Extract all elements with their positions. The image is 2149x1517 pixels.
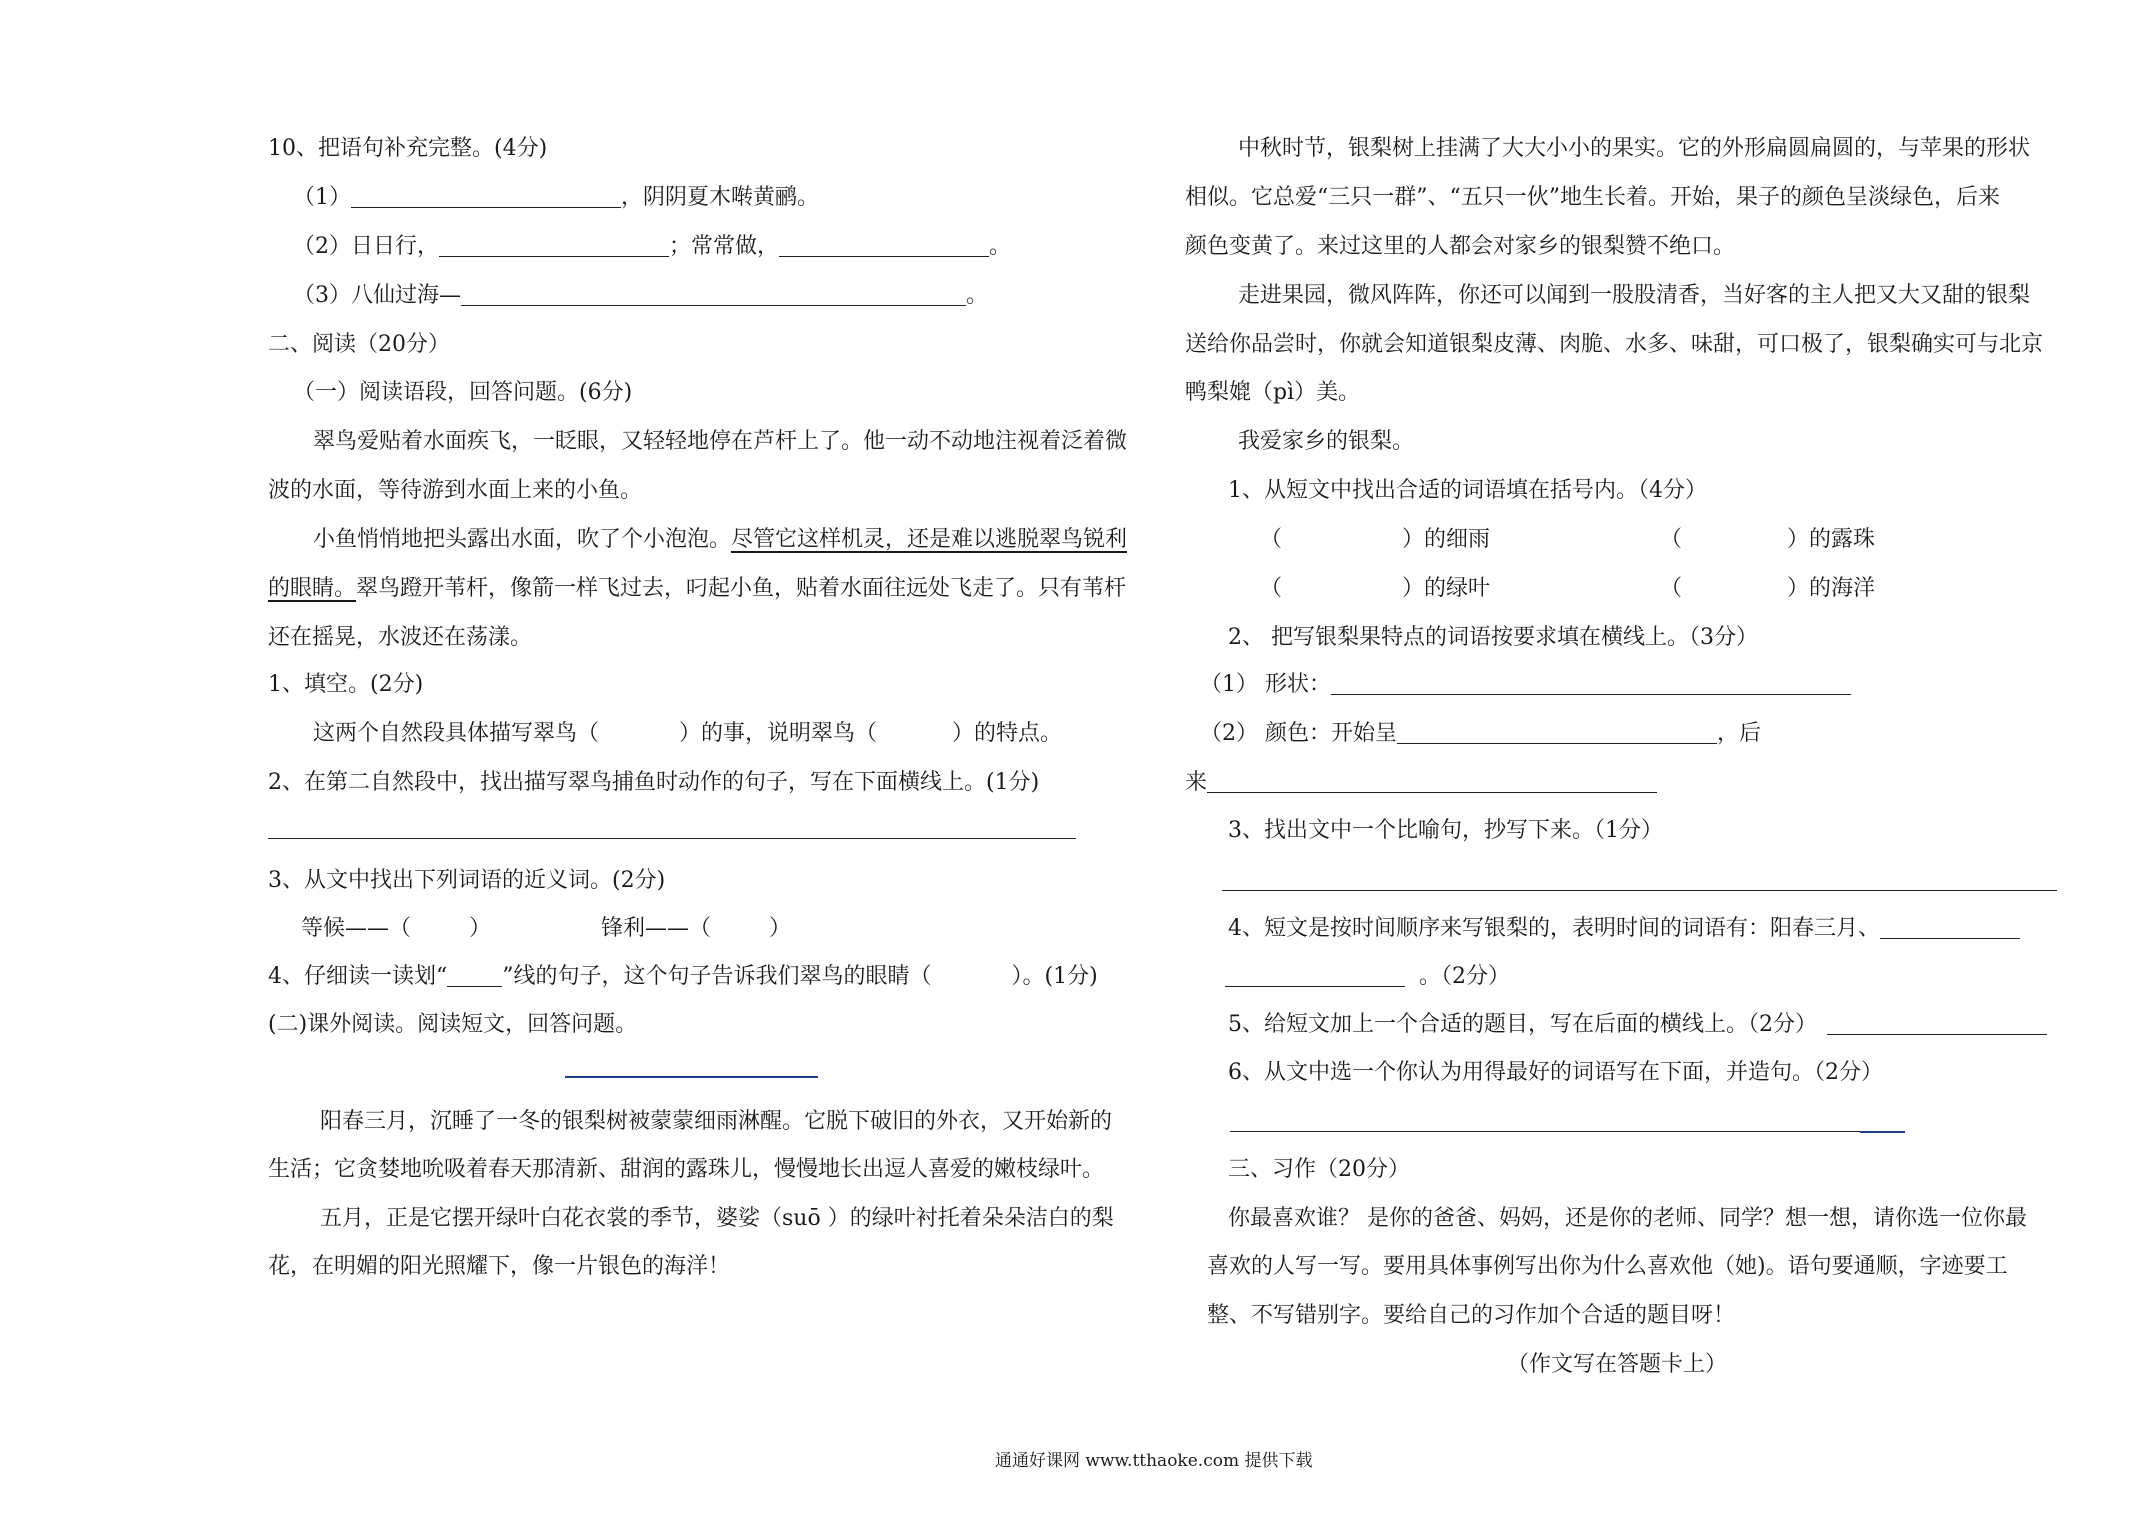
r-q5-blank[interactable] xyxy=(1827,1012,2047,1035)
passage2-p3-line2: 相似。它总爱“三只一群”、“五只一伙”地生长着。开始，果子的颜色呈淡绿色，后来 xyxy=(1185,185,2000,210)
passage2-p2-line2: 花，在明媚的阳光照耀下，像一片银色的海洋！ xyxy=(268,1254,731,1279)
r-q1-item-b: ）的露珠 xyxy=(1787,527,1876,552)
q10-item-3 xyxy=(293,281,988,311)
q1-title: 1、填空。(2分) xyxy=(268,672,424,697)
q10-3-blank[interactable] xyxy=(461,283,966,306)
q10-2-mid: ；常常做， xyxy=(669,234,780,259)
passage1-p2-line1 xyxy=(313,525,1127,555)
q1-part-c: ）的特点。 xyxy=(952,721,1063,746)
q10-2-prefix: （2）日日行， xyxy=(293,234,439,259)
passage1-p2-text: 小鱼悄悄地把头露出水面，吹了个小泡泡。 xyxy=(313,527,732,552)
r-q2-color-blank-a[interactable] xyxy=(1397,721,1717,744)
r-q6-answer-line-end[interactable] xyxy=(1860,1131,1905,1133)
r-q1-open-c: （ xyxy=(1260,576,1283,601)
r-q1-row1 xyxy=(1260,525,1875,555)
r-q6-answer-line[interactable] xyxy=(1230,1131,1860,1132)
q10-item-2 xyxy=(293,232,1011,262)
r-q4-blank-b[interactable] xyxy=(1225,964,1405,987)
r-q1-item-d: ）的海洋 xyxy=(1787,576,1876,601)
r-q1-item-c: ）的绿叶 xyxy=(1402,576,1491,601)
q2: 2、在第二自然段中，找出描写翠鸟捕鱼时动作的句子，写在下面横线上。(1分) xyxy=(268,770,1040,795)
q4-underline-sample xyxy=(447,964,502,987)
q4-part-a: 4、仔细读一读划“ xyxy=(268,964,448,989)
q10-2-blank-b[interactable] xyxy=(779,234,989,257)
r-q2-color-later: ，后 xyxy=(1717,721,1762,746)
passage2-p4-line1: 走进果园，微风阵阵，你还可以闻到一股股清香，当好客的主人把又大又甜的银梨 xyxy=(1238,283,2031,308)
r-q2-shape xyxy=(1200,670,1851,700)
r-q2-color-lai: 来 xyxy=(1185,770,1208,795)
q4 xyxy=(268,962,1098,992)
r-q1-title: 1、从短文中找出合适的词语填在括号内。（4分） xyxy=(1228,478,1707,503)
r-q5-text: 5、给短文加上一个合适的题目，写在后面的横线上。（2分） xyxy=(1228,1012,1817,1037)
r-q3: 3、找出文中一个比喻句，抄写下来。（1分） xyxy=(1228,818,1663,843)
passage2-p1-line2: 生活；它贪婪地吮吸着春天那清新、甜润的露珠儿，慢慢地长出逗人喜爱的嫩枝绿叶。 xyxy=(268,1157,1105,1182)
r-q4-line2 xyxy=(1225,962,1510,992)
composition-line1: 你最喜欢谁？ 是你的爸爸、妈妈，还是你的老师、同学？想一想，请你选一位你最 xyxy=(1228,1206,2027,1231)
footer-credit: 通通好课网 www.tthaoke.com 提供下载 xyxy=(995,1451,1313,1471)
passage1-p1-line1: 翠鸟爱贴着水面疾飞，一眨眼，又轻轻地停在芦杆上了。他一动不动地注视着泛着微 xyxy=(313,429,1128,454)
r-q1-open-a: （ xyxy=(1260,527,1283,552)
r-q4-line1 xyxy=(1228,914,2020,944)
r-q1-item-a: ）的细雨 xyxy=(1402,527,1491,552)
q10-1-prefix: （1） xyxy=(293,185,351,210)
r-q5 xyxy=(1228,1010,2047,1040)
passage2-p1-line1: 阳春三月，沉睡了一冬的银梨树被蒙蒙细雨淋醒。它脱下破旧的外衣，又开始新的 xyxy=(320,1109,1113,1134)
underlined-sentence-part2: 的眼睛。 xyxy=(268,576,357,601)
q2-answer-line[interactable] xyxy=(268,838,1076,839)
passage1-p2-text-b: 翠鸟蹬开苇杆，像箭一样飞过去，叼起小鱼，贴着水面往远处飞走了。只有苇杆 xyxy=(356,576,1127,601)
q1-part-b: ）的事，说明翠鸟（ xyxy=(679,721,878,746)
q10-2-suffix: 。 xyxy=(989,234,1012,259)
q10-3-suffix: 。 xyxy=(966,283,989,308)
r-q2-color-line2 xyxy=(1185,768,1657,798)
passage2-title-line[interactable] xyxy=(565,1076,818,1078)
section3-title: 三、习作（20分） xyxy=(1228,1157,1410,1182)
q4-part-c: ）。(1分) xyxy=(1011,964,1098,989)
reading1-title: （一）阅读语段，回答问题。(6分) xyxy=(293,380,633,405)
composition-line2: 喜欢的人写一写。要用具体事例写出你为什么喜欢他（她)。语句要通顺，字迹要工 xyxy=(1207,1254,2008,1279)
r-q1-open-d: （ xyxy=(1660,576,1683,601)
passage2-p2-line1: 五月，正是它摆开绿叶白花衣裳的季节，婆娑（suō ）的绿叶衬托着朵朵洁白的梨 xyxy=(320,1206,1114,1231)
underlined-sentence-part1: 尽管它这样机灵，还是难以逃脱翠鸟锐利 xyxy=(731,527,1128,552)
q10-3-prefix: （3）八仙过海— xyxy=(293,283,461,308)
r-q2-shape-blank[interactable] xyxy=(1331,672,1851,695)
r-q4-blank-a[interactable] xyxy=(1880,916,2020,939)
passage1-p2-line3: 还在摇晃，水波还在荡漾。 xyxy=(268,625,533,650)
q3-close-a: ） xyxy=(469,916,492,941)
r-q1-row2 xyxy=(1260,574,1875,604)
r-q3-answer-line[interactable] xyxy=(1222,890,2057,891)
q10-1-blank[interactable] xyxy=(351,185,621,208)
passage1-p1-line2: 波的水面，等待游到水面上来的小鱼。 xyxy=(268,478,643,503)
passage2-p3-line3: 颜色变黄了。来过这里的人都会对家乡的银梨赞不绝口。 xyxy=(1185,234,1736,259)
passage2-p3-line1: 中秋时节，银梨树上挂满了大大小小的果实。它的外形扁圆扁圆的，与苹果的形状 xyxy=(1238,136,2031,161)
q3-word-a: 等候——（ xyxy=(301,916,412,941)
r-q2-color-label: （2） 颜色：开始呈 xyxy=(1200,721,1397,746)
r-q2-title: 2、 把写银梨果特点的词语按要求填在横线上。（3分） xyxy=(1228,625,1758,650)
q10-item-1 xyxy=(293,183,819,213)
r-q2-shape-label: （1） 形状： xyxy=(1200,672,1331,697)
r-q1-open-b: （ xyxy=(1660,527,1683,552)
q10-title: 10、把语句补充完整。(4分) xyxy=(268,136,548,161)
q10-1-suffix: ，阴阴夏木啭黄鹂。 xyxy=(621,185,820,210)
reading2-title: (二)课外阅读。阅读短文，回答问题。 xyxy=(268,1012,638,1037)
q1-part-a: 这两个自然段具体描写翠鸟（ xyxy=(313,721,600,746)
q4-part-b: ”线的句子，这个句子告诉我们翠鸟的眼睛（ xyxy=(502,964,932,989)
q10-2-blank-a[interactable] xyxy=(439,234,669,257)
passage2-p4-line3: 鸭梨媲（pì）美。 xyxy=(1185,380,1361,405)
r-q4-text: 4、短文是按时间顺序来写银梨的，表明时间的词语有：阳春三月、 xyxy=(1228,916,1880,941)
r-q4-score: 。（2分） xyxy=(1419,964,1510,989)
q3-close-b: ） xyxy=(769,916,792,941)
r-q6: 6、从文中选一个你认为用得最好的词语写在下面，并造句。（2分） xyxy=(1228,1060,1883,1085)
composition-note: （作文写在答题卡上） xyxy=(1507,1352,1728,1377)
r-q2-color-blank-b[interactable] xyxy=(1207,770,1657,793)
q1-fill xyxy=(313,719,1062,749)
r-q2-color xyxy=(1200,719,1761,749)
q3-title: 3、从文中找出下列词语的近义词。(2分) xyxy=(268,868,666,893)
composition-line3: 整、不写错别字。要给自己的习作加个合适的题目呀！ xyxy=(1207,1303,1736,1328)
q3-word-b: 锋利——（ xyxy=(601,916,712,941)
passage2-p5: 我爱家乡的银梨。 xyxy=(1238,429,1415,454)
q3-synonyms xyxy=(301,914,791,944)
passage1-p2-line2 xyxy=(268,574,1126,604)
passage2-p4-line2: 送给你品尝时，你就会知道银梨皮薄、肉脆、水多、味甜，可口极了，银梨确实可与北京 xyxy=(1185,332,2044,357)
section2-title: 二、阅读（20分） xyxy=(268,332,450,357)
